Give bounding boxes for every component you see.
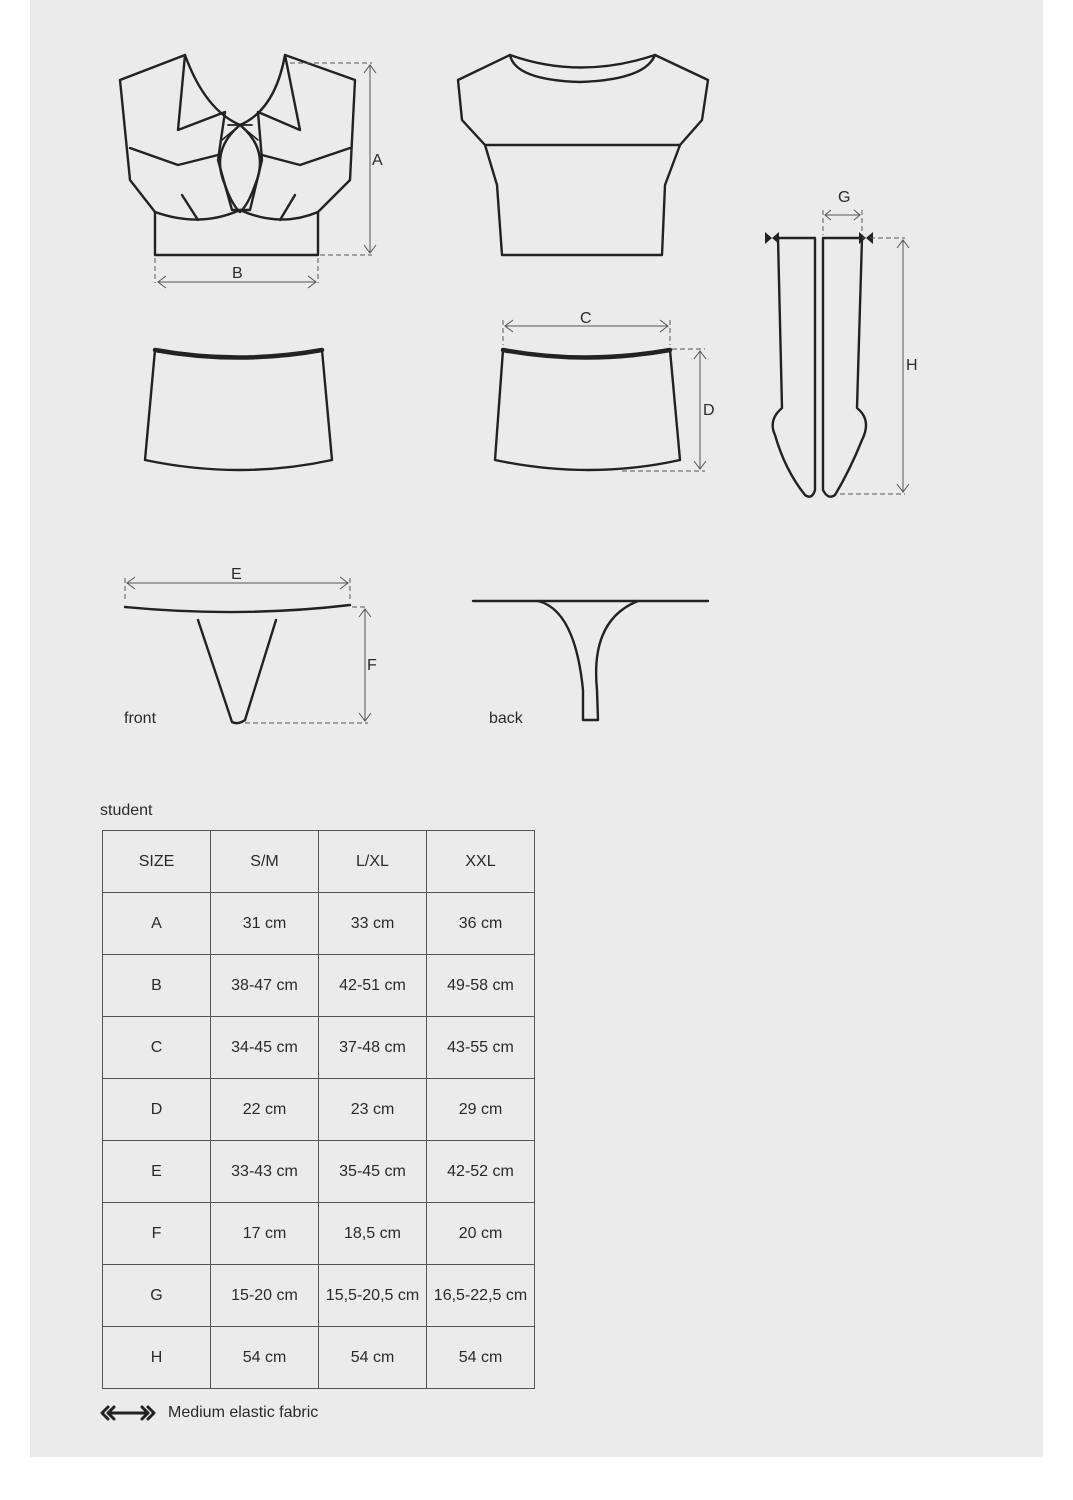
table-cell: F (103, 1203, 211, 1265)
stockings-drawing (773, 238, 866, 497)
header-size: SIZE (103, 831, 211, 893)
table-row (103, 1203, 535, 1265)
label-front: front (124, 710, 157, 727)
header-lxl: L/XL (319, 831, 427, 893)
table-cell: E (103, 1141, 211, 1203)
thong-front-drawing (125, 605, 350, 723)
table-header-row (103, 831, 535, 893)
table-cell: 37-48 cm (319, 1017, 427, 1079)
skirt-front-drawing (145, 350, 332, 470)
table-cell: 54 cm (427, 1327, 535, 1389)
table-cell: 54 cm (211, 1327, 319, 1389)
table-cell: 17 cm (211, 1203, 319, 1265)
table-cell: 43-55 cm (427, 1017, 535, 1079)
table-cell: 15-20 cm (211, 1265, 319, 1327)
table-cell: 42-52 cm (427, 1141, 535, 1203)
label-a: A (372, 152, 383, 169)
table-row (103, 1079, 535, 1141)
label-e: E (231, 566, 242, 583)
table-cell: 22 cm (211, 1079, 319, 1141)
table-cell: 18,5 cm (319, 1203, 427, 1265)
table-cell: 31 cm (211, 893, 319, 955)
table-cell: 16,5-22,5 cm (427, 1265, 535, 1327)
table-row (103, 1265, 535, 1327)
label-back: back (489, 710, 523, 727)
table-row (103, 1327, 535, 1389)
legend-text: Medium elastic fabric (168, 1404, 319, 1421)
table-row (103, 893, 535, 955)
table-cell: 35-45 cm (319, 1141, 427, 1203)
table-cell: A (103, 893, 211, 955)
table-cell: G (103, 1265, 211, 1327)
header-xxl: XXL (427, 831, 535, 893)
table-cell: 15,5-20,5 cm (319, 1265, 427, 1327)
table-cell: 36 cm (427, 893, 535, 955)
label-b: B (232, 265, 243, 282)
table-cell: 33 cm (319, 893, 427, 955)
table-cell: 34-45 cm (211, 1017, 319, 1079)
table-cell: 38-47 cm (211, 955, 319, 1017)
elastic-arrow-icon (100, 1404, 156, 1422)
label-d: D (703, 402, 715, 419)
fabric-legend (100, 1404, 318, 1422)
label-c: C (580, 310, 592, 327)
label-f: F (367, 657, 377, 674)
table-cell: C (103, 1017, 211, 1079)
table-cell: B (103, 955, 211, 1017)
size-table (102, 830, 535, 1389)
table-cell: 33-43 cm (211, 1141, 319, 1203)
header-sm: S/M (211, 831, 319, 893)
table-row (103, 1017, 535, 1079)
thong-back-drawing (473, 601, 708, 720)
label-g: G (838, 189, 851, 206)
table-cell: 29 cm (427, 1079, 535, 1141)
table-cell: 42-51 cm (319, 955, 427, 1017)
table-cell: D (103, 1079, 211, 1141)
table-cell: 54 cm (319, 1327, 427, 1389)
skirt-back-drawing (495, 350, 680, 470)
table-cell: 49-58 cm (427, 955, 535, 1017)
table-title: student (100, 802, 153, 819)
table-cell: H (103, 1327, 211, 1389)
table-cell: 20 cm (427, 1203, 535, 1265)
label-h: H (906, 357, 918, 374)
table-row (103, 1141, 535, 1203)
table-cell: 23 cm (319, 1079, 427, 1141)
table-row (103, 955, 535, 1017)
top-front-drawing (120, 55, 355, 255)
top-back-drawing (458, 55, 708, 255)
